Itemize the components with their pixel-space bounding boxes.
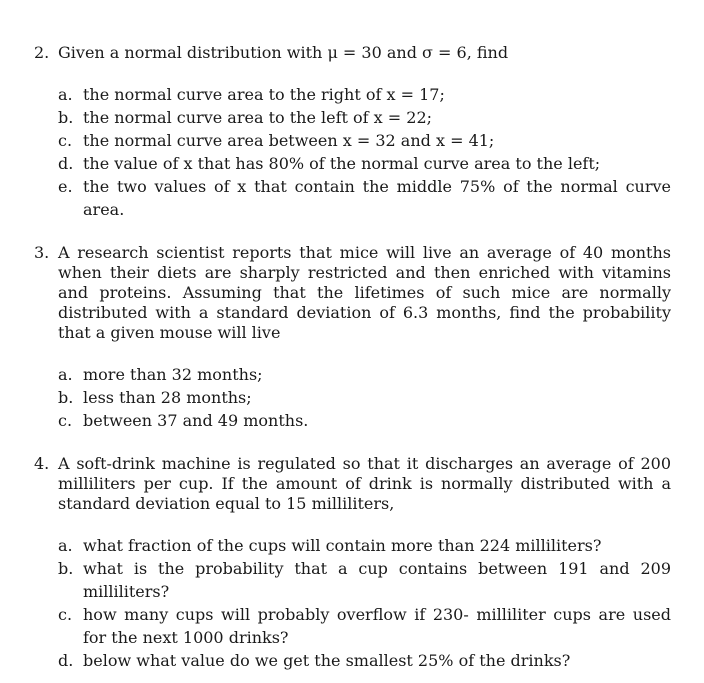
sub-item-text: what fraction of the cups will contain more than 224 milliliters? <box>83 536 602 555</box>
sub-item-text: the normal curve area to the left of x = 22; <box>83 108 433 127</box>
sub-item-letter: c. <box>58 605 73 624</box>
problem-stem: Given a normal distribution with μ = 30 and σ = 6, find <box>58 43 509 62</box>
sub-item-text-line-1: the two values of x that contain the middle 75% of the normal curve <box>83 177 671 196</box>
sub-item-text-line-2: milliliters? <box>83 582 170 601</box>
problem-number: 4. <box>34 454 50 473</box>
sub-item-letter: d. <box>58 154 74 173</box>
sub-item-letter: d. <box>58 651 74 670</box>
problem-number: 3. <box>34 243 50 262</box>
sub-item-text: more than 32 months; <box>83 365 263 384</box>
sub-item-text-line-1: how many cups will probably overflow if 230- milliliter cups are used <box>83 605 671 624</box>
sub-item-text-line-2: area. <box>83 200 125 219</box>
problem-stem: A soft-drink machine is regulated so that it discharges an average of 200 milliliters per cup. If the amount of drink is normally distributed with a standard deviation equal to 15 milliliters, <box>58 454 671 513</box>
sub-item-text: the normal curve area between x = 32 and x = 41; <box>83 131 495 150</box>
sub-item-text-line-1: what is the probability that a cup contains between 191 and 209 <box>83 559 671 578</box>
sub-item-letter: a. <box>58 365 73 384</box>
sub-item-letter: b. <box>58 388 74 407</box>
sub-item-text: between 37 and 49 months. <box>83 411 309 430</box>
problem-number: 2. <box>34 43 50 62</box>
sub-item-letter: c. <box>58 411 73 430</box>
sub-item-text: less than 28 months; <box>83 388 252 407</box>
sub-item-text-line-2: for the next 1000 drinks? <box>83 628 289 647</box>
sub-item-text: below what value do we get the smallest 25% of the drinks? <box>83 651 571 670</box>
sub-item-letter: e. <box>58 177 73 196</box>
sub-item-text: the value of x that has 80% of the normal curve area to the left; <box>83 154 601 173</box>
sub-item-letter: c. <box>58 131 73 150</box>
sub-item-letter: b. <box>58 108 74 127</box>
sub-item-letter: a. <box>58 536 73 555</box>
problem-stem: A research scientist reports that mice will live an average of 40 months when their diets are sharply restricted and then enriched with vitamins and proteins. Assuming that the lifetimes of such mice are normally distributed with a standard deviation of 6.3 months, find the probability that a given mouse will live <box>58 243 671 342</box>
sub-item-text: the normal curve area to the right of x = 17; <box>83 85 445 104</box>
sub-item-letter: b. <box>58 559 74 578</box>
sub-item-letter: a. <box>58 85 73 104</box>
